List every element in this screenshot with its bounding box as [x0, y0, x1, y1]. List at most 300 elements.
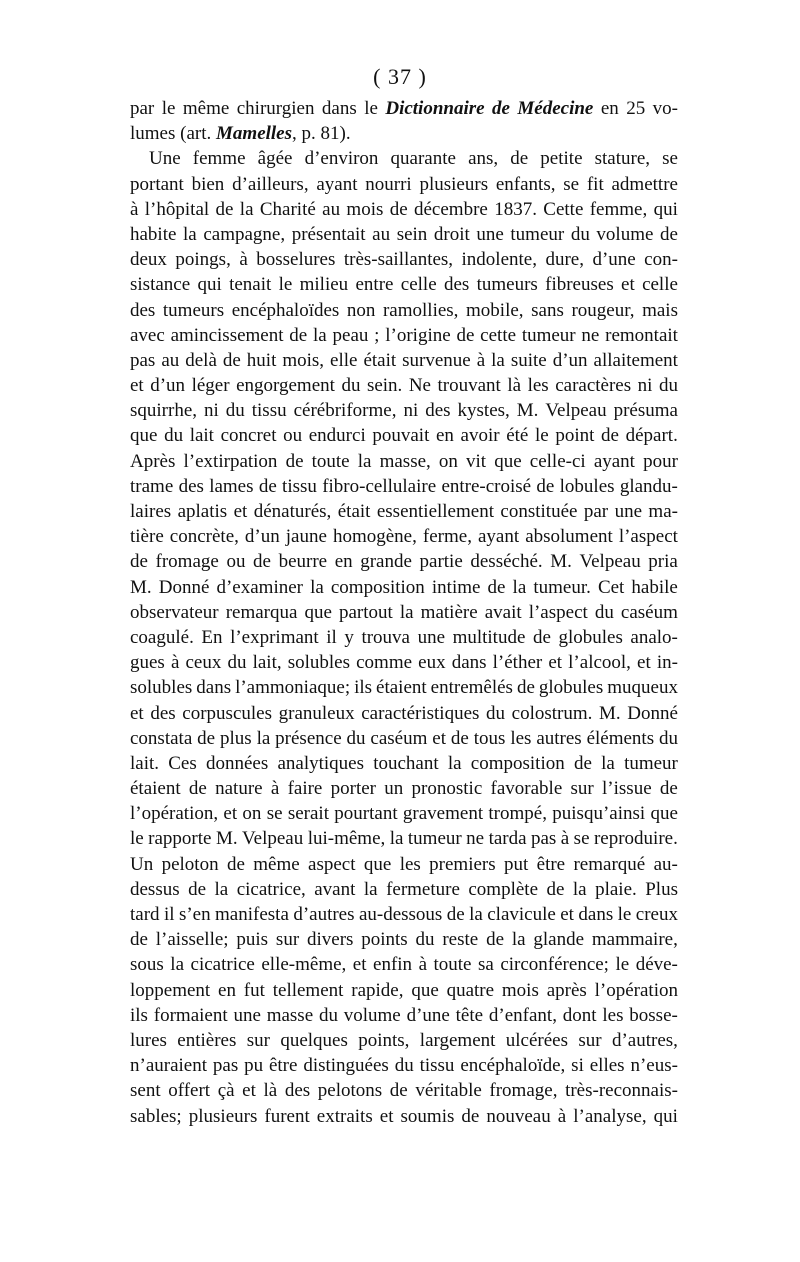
word: ramollies,: [382, 299, 459, 321]
text-line: [130, 600, 678, 625]
text-line: [130, 272, 678, 297]
word: la: [469, 904, 483, 925]
word: au-dessous: [358, 904, 443, 925]
word: et: [621, 274, 635, 296]
word: du: [594, 601, 614, 623]
word: pas: [130, 349, 156, 371]
word: données: [205, 752, 269, 774]
word: poings,: [175, 249, 231, 271]
word: de: [289, 324, 308, 346]
word: très-reconnais-: [565, 1080, 678, 1102]
word: En: [201, 626, 223, 648]
word: dénaturés,: [253, 501, 332, 522]
word: de: [660, 223, 678, 245]
word: être: [536, 853, 566, 875]
word: elle-même,: [261, 954, 347, 976]
word: l’aisselle;: [155, 929, 229, 951]
word: Velpeau: [579, 551, 641, 573]
word: elle: [330, 349, 358, 371]
word: ne: [466, 828, 485, 850]
word: ni: [403, 400, 419, 422]
word: l’aspect: [618, 526, 678, 548]
word: le: [161, 98, 176, 119]
word: furent: [264, 1105, 310, 1127]
word: la: [214, 878, 229, 900]
word: tière: [130, 526, 164, 548]
word: en: [218, 979, 236, 1001]
word: allaitement: [593, 349, 678, 371]
word: vit: [466, 450, 487, 472]
word: l’extirpation: [183, 450, 278, 472]
word: à: [557, 1105, 567, 1127]
word: au-: [653, 853, 678, 875]
word: puisqu’ainsi: [552, 803, 646, 825]
word: lait: [189, 425, 214, 447]
word: d’un: [244, 526, 280, 548]
word: des: [178, 475, 204, 497]
word: pelotons: [317, 1080, 383, 1102]
word: et: [130, 702, 144, 724]
word: ni: [204, 400, 219, 422]
word: et: [548, 652, 563, 674]
word: peloton: [161, 853, 219, 875]
word: tissu: [419, 1055, 455, 1077]
word: aplatis: [177, 501, 228, 522]
word: l’opération: [594, 979, 678, 1001]
word: cicatrice,: [236, 878, 306, 900]
word: du: [164, 425, 184, 447]
word: la: [389, 828, 404, 850]
word: dont: [562, 1004, 597, 1026]
word: départ.: [625, 425, 678, 447]
word: la: [572, 878, 587, 900]
word: il: [163, 904, 175, 925]
word: véritable: [415, 1080, 482, 1102]
word: ni: [637, 375, 653, 397]
word: de: [456, 324, 475, 346]
word: extraits: [316, 1105, 373, 1127]
word: par: [583, 501, 609, 522]
word: pouvait: [372, 425, 430, 447]
text-line: [130, 625, 678, 650]
text-line: [130, 222, 678, 247]
word: milieu: [299, 274, 349, 296]
word: de: [546, 878, 565, 900]
word: M.: [215, 828, 238, 850]
word: une: [476, 223, 504, 245]
word: et: [379, 1105, 394, 1127]
word: n’auraient: [130, 1055, 208, 1077]
word: du: [225, 400, 245, 422]
word: la: [256, 727, 271, 749]
word: globules: [558, 626, 623, 648]
word: celle: [642, 274, 678, 296]
word: que: [494, 450, 522, 472]
word: lobules: [559, 475, 615, 497]
word: et: [352, 954, 367, 976]
word: caractères: [555, 375, 632, 397]
word: l’hôpital: [144, 198, 210, 220]
body-text: [130, 96, 678, 1129]
italic-text: Mamelles: [216, 123, 293, 145]
word: distinguées: [303, 1055, 389, 1077]
word: tête: [455, 1004, 484, 1026]
word: observateur: [130, 601, 219, 623]
text-line: [130, 197, 678, 222]
word: remarqué: [573, 853, 646, 875]
word: des: [284, 1080, 311, 1102]
word: sein.: [366, 375, 403, 397]
word: sous: [130, 954, 164, 976]
word: la: [310, 576, 324, 598]
word: l’issue: [602, 778, 652, 800]
word: mois,: [282, 349, 325, 371]
word: sein: [396, 223, 428, 245]
word: que: [650, 803, 678, 825]
text-line: [130, 751, 678, 776]
italic-word: Médecine: [517, 98, 594, 119]
text-line: [130, 549, 678, 574]
word: trompé,: [488, 803, 547, 825]
word: qui: [653, 1105, 678, 1127]
word: au: [372, 223, 391, 245]
word: non: [346, 299, 376, 321]
word: eux: [418, 652, 446, 674]
word: d’un: [552, 349, 588, 371]
word: de: [461, 1105, 480, 1127]
word: volume: [596, 223, 654, 245]
word: loppement: [130, 979, 211, 1001]
word: gues: [130, 652, 165, 674]
word: intime: [431, 576, 481, 598]
text-line: [130, 877, 678, 902]
word: lait.: [130, 752, 160, 774]
word: engorgement: [236, 375, 335, 397]
word: tous: [473, 727, 506, 749]
text-line: [130, 978, 678, 1003]
italic-word: de: [492, 98, 510, 119]
word: beurre: [278, 551, 328, 573]
word: s’en: [178, 904, 211, 925]
word: rougeur,: [571, 299, 635, 321]
word: coagulé.: [130, 626, 194, 648]
word: l’analyse,: [573, 1105, 647, 1127]
word: reste: [442, 929, 479, 951]
word: clavicule: [487, 904, 556, 925]
word: formaient: [153, 1004, 228, 1026]
word: en: [435, 425, 454, 447]
word: la: [239, 198, 254, 220]
word: une: [417, 626, 445, 648]
word: plaie.: [595, 878, 637, 900]
word: sistance: [130, 274, 191, 296]
word: femme: [192, 148, 246, 170]
word: de: [226, 853, 245, 875]
word: même: [182, 98, 230, 119]
word: une: [233, 1004, 261, 1026]
word: du: [486, 702, 506, 724]
word: sa: [478, 954, 494, 976]
word: toute: [311, 450, 350, 472]
text-line: [130, 1028, 678, 1053]
word: manifesta: [215, 904, 289, 925]
word: déve-: [635, 954, 678, 976]
word: était: [337, 501, 371, 522]
word: les: [399, 853, 421, 875]
word: des: [425, 400, 451, 422]
word: avait: [484, 601, 522, 623]
word: deux: [130, 249, 167, 271]
word: mois: [501, 979, 539, 1001]
word: plusieurs: [188, 1105, 258, 1127]
word: décembre: [414, 198, 488, 220]
word: du: [318, 1004, 338, 1026]
word: tumeur: [407, 828, 462, 850]
word: étaient: [130, 778, 181, 800]
word: ferme,: [422, 526, 472, 548]
word: encéphaloïde,: [460, 1055, 566, 1077]
text-line: [130, 902, 678, 927]
word: tenait: [229, 274, 272, 296]
word: qui: [197, 274, 222, 296]
word: encéphaloïdes: [231, 299, 340, 321]
word: le: [615, 954, 630, 976]
word: aspect: [308, 853, 356, 875]
word: la: [491, 349, 505, 371]
word: stature,: [594, 148, 651, 170]
word: de: [389, 1080, 408, 1102]
text-line: [130, 1104, 678, 1129]
word: in-: [656, 652, 678, 674]
word: ou: [226, 551, 246, 573]
word: éléments: [586, 727, 655, 749]
word: tissu: [251, 400, 287, 422]
word: laires: [130, 501, 172, 522]
text-line: [130, 952, 678, 977]
word: léger: [191, 375, 230, 397]
word: d’un: [150, 375, 186, 397]
word: d’autres,: [611, 1029, 678, 1051]
word: d’autres: [293, 904, 355, 925]
word: çà: [217, 1080, 235, 1102]
word: du: [227, 652, 247, 674]
word: quatre: [446, 979, 495, 1001]
word: des: [150, 702, 176, 724]
word: le: [364, 98, 378, 119]
text-line: [130, 675, 678, 700]
word: de: [188, 778, 207, 800]
word: ayant: [316, 173, 358, 195]
word: petite: [540, 148, 583, 170]
word: elles: [589, 1055, 625, 1077]
word: creux: [635, 904, 678, 925]
word: au: [161, 349, 180, 371]
word: des: [443, 274, 470, 296]
word: dans: [451, 652, 487, 674]
word: masse: [266, 1004, 314, 1026]
text-line: [130, 852, 678, 877]
word: sur: [570, 778, 594, 800]
word: fibro-cellulaire: [322, 475, 437, 497]
word: Plus: [645, 878, 678, 900]
word: pour: [643, 450, 678, 472]
word: était: [363, 349, 397, 371]
word: enfants,: [495, 173, 556, 195]
word: constata: [130, 727, 193, 749]
word: tard: [130, 904, 160, 925]
word: tumeurs: [476, 274, 538, 296]
word: glande: [533, 929, 585, 951]
word: dans: [196, 677, 232, 699]
word: d’une: [592, 249, 636, 271]
word: muqueux: [607, 677, 678, 699]
word: habite: [130, 223, 177, 245]
word: gravement: [402, 803, 484, 825]
word: sent: [130, 1080, 161, 1102]
word: du: [659, 727, 678, 749]
word: ou: [283, 425, 303, 447]
word: fibreuses: [545, 274, 614, 296]
word: du: [415, 929, 435, 951]
text-line: [130, 449, 678, 474]
word: puis: [236, 929, 269, 951]
word: du: [341, 375, 361, 397]
word: Charité: [259, 198, 316, 220]
text-line: [130, 121, 678, 146]
word: Après: [130, 450, 176, 472]
word: se: [662, 148, 678, 170]
word: Ne: [408, 375, 431, 397]
word: 25: [626, 98, 646, 119]
word: sables;: [130, 1105, 182, 1127]
word: si: [571, 1055, 584, 1077]
word: du: [658, 375, 678, 397]
word: solubles: [287, 652, 350, 674]
word: colostrum.: [511, 702, 593, 724]
word: tumeur: [510, 223, 565, 245]
word: soumis: [400, 1105, 455, 1127]
word: habile: [631, 576, 678, 598]
word: il: [326, 626, 337, 648]
word: endurci: [308, 425, 366, 447]
word: à: [476, 349, 486, 371]
word: rapporte: [148, 828, 212, 850]
word: grande: [360, 551, 412, 573]
word: squirrhe,: [130, 400, 198, 422]
word: de: [516, 677, 535, 699]
word: Un: [130, 853, 154, 875]
word: la: [313, 324, 327, 346]
word: d’une: [406, 1004, 450, 1026]
word: même: [253, 853, 300, 875]
word: de: [450, 727, 469, 749]
word: la: [511, 929, 526, 951]
word: et: [432, 727, 447, 749]
word: se: [563, 173, 580, 195]
word: celle: [400, 274, 437, 296]
word: amincissement: [170, 324, 284, 346]
text-line: [130, 96, 678, 121]
word: ans,: [468, 148, 499, 170]
word: cicatrice: [190, 954, 255, 976]
word: glandu-: [619, 475, 678, 497]
word: présentait: [291, 223, 366, 245]
word: du: [570, 223, 590, 245]
word: con-: [644, 249, 678, 271]
word: matière: [420, 601, 478, 623]
word: les: [602, 1004, 624, 1026]
word: fromage,: [489, 1080, 558, 1102]
text-line: [130, 650, 678, 675]
word: lames: [209, 475, 254, 497]
word: point: [555, 425, 595, 447]
word: de: [487, 576, 506, 598]
word: la: [399, 601, 414, 623]
word: en: [334, 551, 353, 573]
word: l’ammoniaque;: [235, 677, 351, 699]
word: de: [215, 198, 234, 220]
word: au: [322, 198, 341, 220]
word: masse,: [379, 450, 431, 472]
word: premiers: [429, 853, 496, 875]
word: mois: [346, 198, 384, 220]
word: très-saillantes,: [343, 249, 454, 271]
word: que: [363, 853, 392, 875]
word: n’eus-: [630, 1055, 678, 1077]
word: delà: [185, 349, 217, 371]
word: put: [504, 853, 529, 875]
word: l’aspect: [528, 601, 588, 623]
word: solubles: [130, 677, 193, 699]
word: fit: [586, 173, 604, 195]
word: de: [573, 752, 592, 774]
word: pria: [648, 551, 678, 573]
word: présence: [275, 727, 342, 749]
page-number: ( 37 ): [373, 64, 427, 89]
text-line: [130, 423, 678, 448]
word: dure,: [545, 249, 584, 271]
word: ils: [354, 677, 373, 699]
word: trouva: [361, 626, 410, 648]
word: touchant: [373, 752, 439, 774]
word: qui: [653, 198, 678, 220]
word: volume: [343, 1004, 401, 1026]
word: et: [233, 501, 248, 522]
word: et: [637, 652, 651, 674]
word: plusieurs: [419, 173, 489, 195]
word: mammaire,: [591, 929, 678, 951]
word: tarda: [488, 828, 527, 850]
word: et: [242, 1080, 256, 1102]
word: quarante: [390, 148, 456, 170]
word: ceux: [185, 652, 222, 674]
word: ils: [130, 1004, 148, 1026]
word: à: [560, 828, 570, 850]
word: ma-: [648, 501, 678, 522]
word: reproduire.: [593, 828, 678, 850]
word: composition: [470, 752, 565, 774]
word: sans: [531, 299, 564, 321]
word: du: [346, 727, 366, 749]
word: que: [411, 979, 439, 1001]
word: la: [601, 752, 615, 774]
word: de: [253, 551, 271, 573]
word: à: [170, 652, 180, 674]
word: tumeur.: [533, 576, 591, 598]
word: Cet: [597, 576, 625, 598]
text-line: [130, 323, 678, 348]
word: après: [546, 979, 587, 1001]
